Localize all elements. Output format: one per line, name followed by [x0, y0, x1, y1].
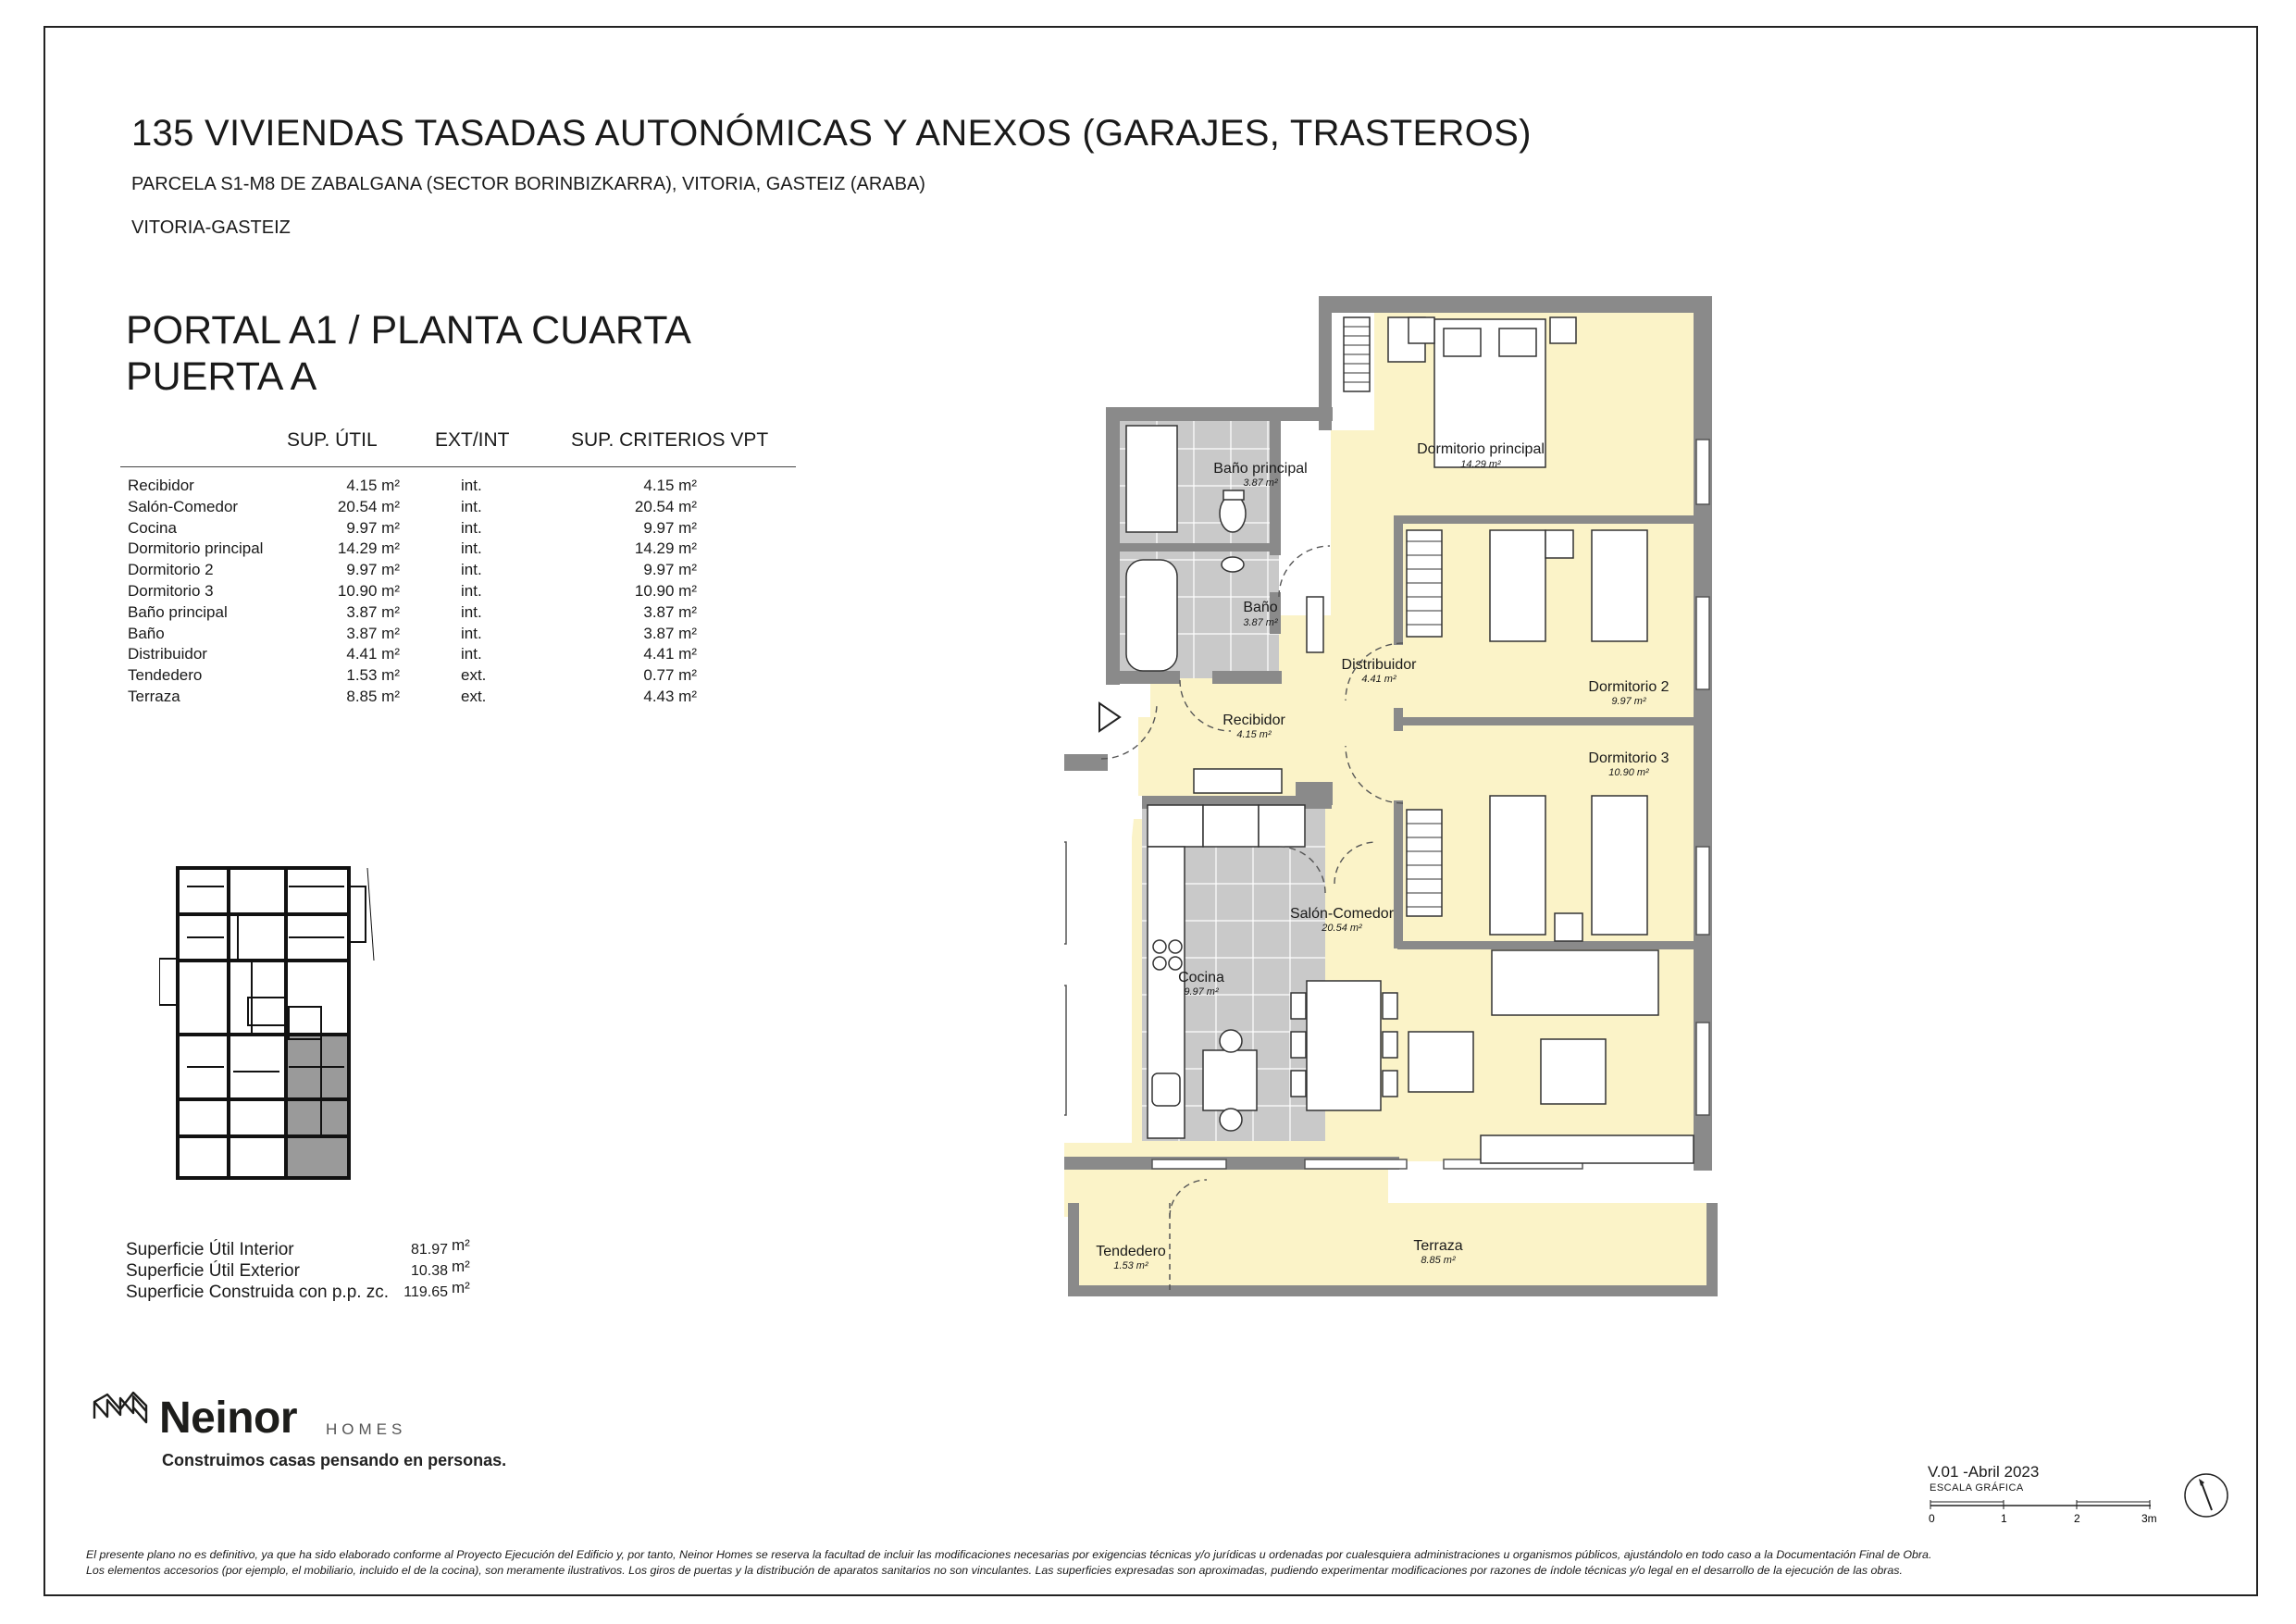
- room-sup-util: 9.97 m²: [346, 561, 400, 579]
- bathtub: [1126, 560, 1177, 671]
- room-sup-vpt: 4.41 m²: [643, 645, 697, 663]
- room-area: 20.54 m²: [1322, 923, 1362, 934]
- total-interior-row: [126, 1236, 496, 1261]
- room-sup-util: 20.54 m²: [337, 497, 400, 515]
- surface-totals: [126, 1236, 496, 1304]
- surface-row: [120, 539, 796, 561]
- coffee-table: [1541, 1039, 1606, 1104]
- room-sup-util: 10.90 m²: [337, 581, 400, 600]
- room-area: 1.53 m²: [1113, 1260, 1148, 1271]
- door-wardrobe: [1307, 597, 1323, 652]
- room-area: 4.41 m²: [1361, 674, 1396, 685]
- disclaimer-line-2: Los elementos accesorios (por ejemplo, el mobiliario, incluido el de la cocina), son meramente ilustrativos. Los giros de puertas y la distribución de aparatos sanitarios no son vinculantes. Las superficies expresadas son aproximadas, pudiendo experimentar modificaciones por razones de índole técnicas y/o legal en el desarrollo de la ejecución de las obras.: [86, 1564, 1903, 1577]
- room-ext-int: int.: [461, 497, 482, 515]
- room-area: 9.97 m²: [1611, 696, 1646, 707]
- room-label: Salón-Comedor: [1289, 906, 1395, 922]
- project-city: VITORIA-GASTEIZ: [131, 217, 291, 238]
- kitchen-table: [1203, 1050, 1257, 1110]
- room-ext-int: int.: [461, 539, 482, 558]
- room-ext-int: int.: [461, 561, 482, 579]
- unit-portal-floor: PORTAL A1 / PLANTA CUARTA: [126, 308, 691, 353]
- room-label: Dormitorio 2: [1588, 679, 1669, 695]
- surface-row: [120, 666, 796, 688]
- room-sup-vpt: 4.15 m²: [643, 477, 697, 494]
- room-label: Tendedero: [1096, 1244, 1166, 1259]
- entrance-arrow-icon: [1099, 703, 1120, 731]
- total-unit: m²: [452, 1236, 470, 1254]
- room-label: Recibidor: [1222, 713, 1285, 728]
- neinor-logo-icon: [93, 1391, 152, 1428]
- total-label: Superficie Útil Interior: [126, 1240, 294, 1259]
- room-label: Baño: [1243, 600, 1278, 615]
- terrace-fill: [1074, 1203, 1710, 1291]
- room-name: Tendedero: [128, 666, 203, 685]
- kitchen-sink: [1152, 1073, 1180, 1106]
- floor-plan: [1064, 291, 1731, 1309]
- room-sup-vpt: 3.87 m²: [643, 624, 697, 642]
- room-area: 9.97 m²: [1184, 986, 1219, 998]
- surface-row: [120, 519, 796, 540]
- brand-suffix: HOMES: [326, 1420, 407, 1438]
- disclaimer: [86, 1547, 1931, 1579]
- north-arrow-icon: [2182, 1471, 2230, 1519]
- room-ext-int: int.: [461, 518, 482, 537]
- surface-row: [120, 645, 796, 666]
- surface-table: [120, 429, 796, 709]
- room-area: 8.85 m²: [1421, 1255, 1456, 1266]
- col-sup-vpt: SUP. CRITERIOS VPT: [571, 429, 769, 451]
- room-sup-util: 1.53 m²: [346, 666, 400, 685]
- room-name: Dormitorio 3: [128, 581, 214, 600]
- room-name: Salón-Comedor: [128, 497, 239, 515]
- total-value: 10.38: [410, 1263, 448, 1279]
- room-sup-util: 3.87 m²: [346, 624, 400, 642]
- version-date: V.01 -Abril 2023: [1928, 1463, 2040, 1481]
- total-built-row: [126, 1279, 496, 1304]
- room-label: Dormitorio principal: [1417, 441, 1545, 457]
- room-sup-util: 3.87 m²: [346, 602, 400, 621]
- scale-tick-label: 3m: [2141, 1512, 2157, 1525]
- room-label: Distribuidor: [1341, 657, 1417, 673]
- room-sup-util: 4.41 m²: [346, 645, 400, 663]
- project-location: PARCELA S1-M8 DE ZABALGANA (SECTOR BORINBIZKARRA), VITORIA, GASTEIZ (ARABA): [131, 174, 925, 194]
- room-sup-vpt: 14.29 m²: [634, 539, 697, 558]
- room-area: 3.87 m²: [1243, 477, 1278, 489]
- room-sup-util: 14.29 m²: [337, 539, 400, 558]
- single-bed-2: [1592, 530, 1647, 641]
- scale-tick-label: 2: [2074, 1512, 2080, 1525]
- room-ext-int: int.: [461, 581, 482, 600]
- room-name: Distribuidor: [128, 645, 207, 663]
- unit-door: PUERTA A: [126, 354, 317, 399]
- brand-name: Neinor: [159, 1394, 298, 1443]
- room-label: Baño principal: [1213, 461, 1308, 477]
- key-plan-highlight: [286, 1036, 347, 1177]
- room-ext-int: int.: [461, 645, 482, 663]
- room-sup-vpt: 20.54 m²: [634, 497, 697, 515]
- surface-row: [120, 688, 796, 709]
- surface-row: [120, 603, 796, 625]
- project-title: 135 VIVIENDAS TASADAS AUTONÓMICAS Y ANEXOS (GARAJES, TRASTEROS): [131, 113, 1532, 154]
- room-area: 4.15 m²: [1236, 729, 1272, 740]
- dining-table: [1307, 981, 1381, 1110]
- total-unit: m²: [452, 1279, 470, 1296]
- surface-row: [120, 582, 796, 603]
- building-key-plan: [159, 859, 400, 1183]
- graphic-scale: [1929, 1496, 2160, 1530]
- surface-row: [120, 625, 796, 646]
- room-area: 10.90 m²: [1608, 767, 1649, 778]
- room-ext-int: ext.: [461, 687, 487, 705]
- room-label: Dormitorio 3: [1588, 750, 1669, 766]
- room-name: Baño: [128, 624, 165, 642]
- room-ext-int: int.: [461, 602, 482, 621]
- scale-title: ESCALA GRÁFICA: [1930, 1482, 2024, 1494]
- room-name: Cocina: [128, 518, 177, 537]
- room-area: 14.29 m²: [1460, 459, 1501, 470]
- room-sup-vpt: 0.77 m²: [643, 666, 697, 685]
- surface-row: [120, 477, 796, 498]
- total-unit: m²: [452, 1258, 470, 1275]
- room-area: 3.87 m²: [1243, 617, 1278, 628]
- room-name: Dormitorio principal: [128, 539, 264, 558]
- room-label: Cocina: [1178, 970, 1224, 986]
- total-label: Superficie Útil Exterior: [126, 1261, 300, 1281]
- room-ext-int: int.: [461, 477, 482, 494]
- scale-tick-label: 0: [1929, 1512, 1935, 1525]
- tv-unit: [1481, 1135, 1694, 1163]
- room-name: Dormitorio 2: [128, 561, 214, 579]
- room-label: Terraza: [1413, 1238, 1463, 1254]
- col-ext-int: EXT/INT: [435, 429, 510, 451]
- total-value: 119.65: [403, 1284, 448, 1300]
- brand-slogan: Construimos casas pensando en personas.: [162, 1451, 507, 1469]
- room-sup-util: 4.15 m²: [346, 477, 400, 494]
- scale-tick-label: 1: [2001, 1512, 2007, 1525]
- room-sup-vpt: 9.97 m²: [643, 518, 697, 537]
- single-bed-4: [1592, 796, 1647, 935]
- total-label: Superficie Construida con p.p. zc.: [126, 1283, 390, 1302]
- room-name: Recibidor: [128, 477, 194, 494]
- room-sup-vpt: 10.90 m²: [634, 581, 697, 600]
- unit-title: [126, 307, 691, 400]
- surface-row: [120, 498, 796, 519]
- surface-table-header: [120, 429, 796, 467]
- room-name: Baño principal: [128, 602, 228, 621]
- room-ext-int: ext.: [461, 666, 487, 685]
- single-bed-3: [1490, 796, 1545, 935]
- shower-tray: [1126, 426, 1177, 532]
- armchair: [1409, 1032, 1473, 1092]
- room-sup-vpt: 3.87 m²: [643, 602, 697, 621]
- col-sup-util: SUP. ÚTIL: [287, 429, 378, 451]
- room-sup-util: 9.97 m²: [346, 518, 400, 537]
- single-bed-1: [1490, 530, 1545, 641]
- surface-row: [120, 561, 796, 582]
- room-sup-vpt: 9.97 m²: [643, 561, 697, 579]
- total-value: 81.97: [410, 1242, 448, 1258]
- room-ext-int: int.: [461, 624, 482, 642]
- room-sup-util: 8.85 m²: [346, 687, 400, 705]
- room-name: Terraza: [128, 687, 180, 705]
- room-sup-vpt: 4.43 m²: [643, 687, 697, 705]
- sofa: [1492, 950, 1658, 1015]
- disclaimer-line-1: El presente plano no es definitivo, ya que ha sido elaborado conforme al Proyecto Ejecución del Edificio y, por tanto, Neinor Homes se reserva la facultad de incluir las modificaciones necesarias por exigencias técnicas y/o jurídicas u ordenadas por cualesquiera administraciones u organismos públicos, ajustándolo en todo caso a la Documentación Final de Obra.: [86, 1548, 1932, 1561]
- total-exterior-row: [126, 1258, 496, 1283]
